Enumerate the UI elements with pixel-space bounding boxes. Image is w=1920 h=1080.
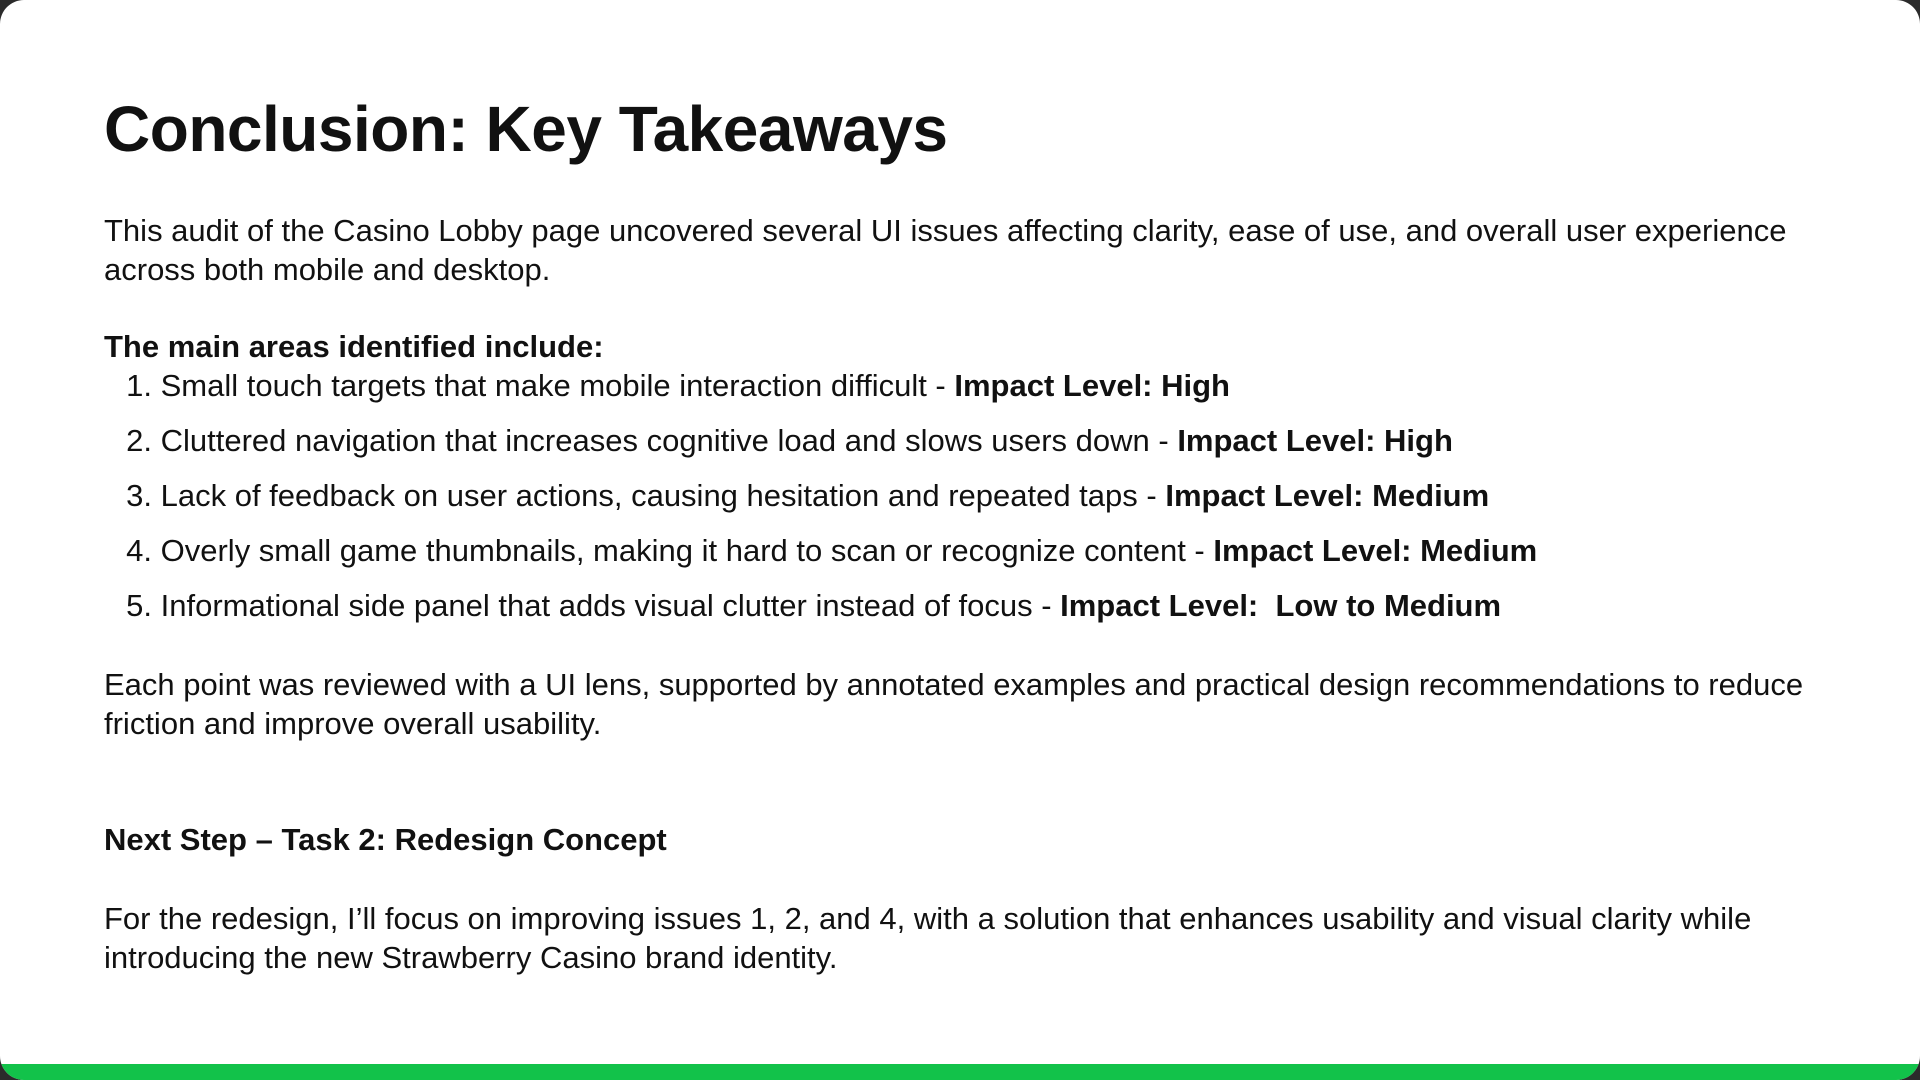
next-step-paragraph: For the redesign, I’ll focus on improving issues 1, 2, and 4, with a solution that enhances usability and visual clarity while introducing the new Strawberry Casino brand identity. xyxy=(104,901,1752,975)
page-title: Conclusion: Key Takeaways xyxy=(104,93,948,165)
list-item-number: 4. xyxy=(126,533,152,568)
intro-paragraph: This audit of the Casino Lobby page uncovered several UI issues affecting clarity, ease of use, and overall user experience across both mobile and desktop. xyxy=(104,213,1787,287)
issue-list xyxy=(104,366,1537,641)
list-item xyxy=(104,366,1537,421)
impact-level: Impact Level: High xyxy=(1177,423,1453,458)
impact-level: Impact Level: Medium xyxy=(1165,478,1490,513)
impact-level: Impact Level: High xyxy=(954,368,1230,403)
list-item-number: 5. xyxy=(126,588,152,623)
list-item-text: Informational side panel that adds visual clutter instead of focus - xyxy=(160,588,1061,623)
list-item-text: Lack of feedback on user actions, causing hesitation and repeated taps - xyxy=(160,478,1166,513)
summary-paragraph: Each point was reviewed with a UI lens, supported by annotated examples and practical design recommendations to reduce friction and improve overall usability. xyxy=(104,667,1804,741)
areas-heading: The main areas identified include: xyxy=(104,329,604,364)
list-item-number: 2. xyxy=(126,423,152,458)
list-item-number: 1. xyxy=(126,368,152,403)
list-item-number: 3. xyxy=(126,478,152,513)
list-item-text: Small touch targets that make mobile interaction difficult - xyxy=(160,368,955,403)
accent-footer-bar xyxy=(0,1064,1920,1080)
list-item-text: Cluttered navigation that increases cognitive load and slows users down - xyxy=(160,423,1178,458)
list-item xyxy=(104,476,1537,531)
list-item xyxy=(104,421,1537,476)
next-step-heading: Next Step – Task 2: Redesign Concept xyxy=(104,822,667,857)
list-item-text: Overly small game thumbnails, making it hard to scan or recognize content - xyxy=(160,533,1214,568)
impact-level: Impact Level: Low to Medium xyxy=(1060,588,1502,623)
list-item xyxy=(104,586,1537,641)
impact-level: Impact Level: Medium xyxy=(1213,533,1538,568)
list-item xyxy=(104,531,1537,586)
